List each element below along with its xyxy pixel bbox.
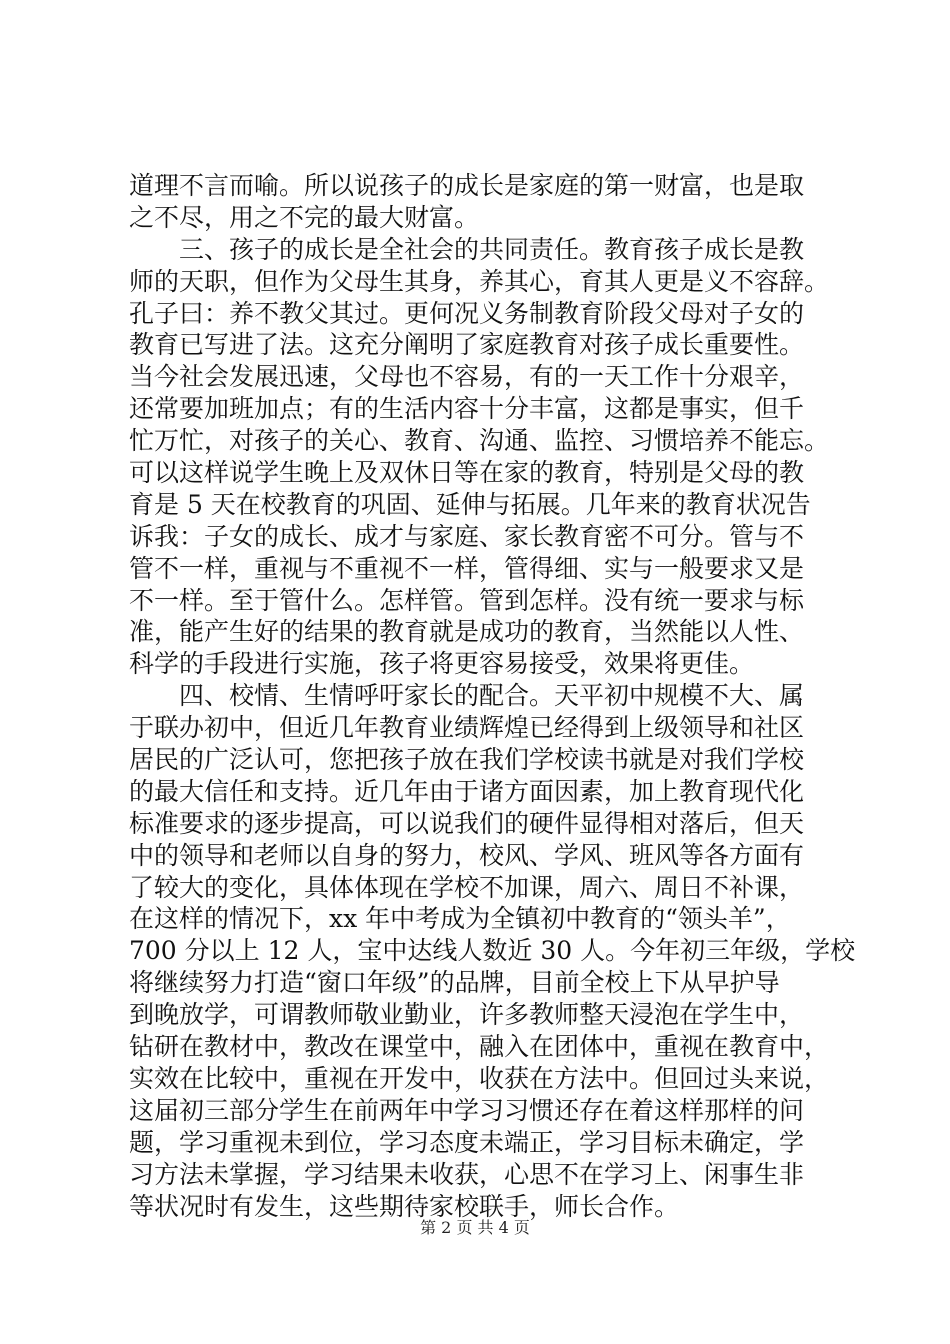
text-line: 题，学习重视未到位，学习态度未端正，学习目标未确定，学: [129, 1127, 805, 1157]
text-line: 管不一样，重视与不重视不一样，管得细、实与一般要求又是: [129, 553, 805, 583]
text-line: 师的天职，但作为父母生其身，养其心，育其人更是义不容辞。: [129, 266, 830, 296]
text-line: 居民的广泛认可，您把孩子放在我们学校读书就是对我们学校: [129, 745, 805, 775]
text-line: 习方法未掌握，学习结果未收获，心思不在学习上、闲事生非: [129, 1159, 805, 1189]
text-line: 准，能产生好的结果的教育就是成功的教育，当然能以人性、: [129, 617, 805, 647]
text-line: 孔子曰：养不教父其过。更何况义务制教育阶段父母对子女的: [129, 298, 805, 328]
text-line: 还常要加班加点；有的生活内容十分丰富，这都是事实，但千: [129, 394, 805, 424]
text-line: 道理不言而喻。所以说孩子的成长是家庭的第一财富，也是取: [129, 171, 805, 200]
text-line: 标准要求的逐步提高，可以说我们的硬件显得相对落后，但天: [129, 808, 805, 838]
text-line: 三、孩子的成长是全社会的共同责任。教育孩子成长是教: [129, 234, 805, 264]
text-line: 忙万忙，对孩子的关心、教育、沟通、监控、习惯培养不能忘。: [129, 426, 830, 456]
text-line: 钻研在教材中，教改在课堂中，融入在团体中，重视在教育中，: [129, 1032, 830, 1062]
text-line: 到晚放学，可谓教师敬业勤业，许多教师整天浸泡在学生中，: [129, 1000, 805, 1030]
text-line: 中的领导和老师以自身的努力，校风、学风、班风等各方面有: [129, 840, 805, 870]
text-line: 育是 5 天在校教育的巩固、延伸与拓展。几年来的教育状况告: [129, 489, 811, 519]
text-line: 了较大的变化，具体体现在学校不加课，周六、周日不补课，: [129, 872, 805, 902]
text-line: 诉我：子女的成长、成才与家庭、家长教育密不可分。管与不: [129, 521, 805, 551]
text-line: 将继续努力打造“窗口年级”的品牌，目前全校上下从早护导: [129, 968, 780, 998]
text-line: 在这样的情况下，xx 年中考成为全镇初中教育的“领头羊”，: [129, 904, 791, 934]
text-line: 之不尽，用之不完的最大财富。: [129, 202, 480, 232]
text-line: 实效在比较中，重视在开发中，收获在方法中。但回过头来说，: [129, 1063, 830, 1093]
text-line: 于联办初中，但近几年教育业绩辉煌已经得到上级领导和社区: [129, 713, 805, 743]
text-line: 700 分以上 12 人，宝中达线人数近 30 人。今年初三年级，学校: [129, 936, 856, 966]
text-line: 教育已写进了法。这充分阐明了家庭教育对孩子成长重要性。: [129, 330, 805, 360]
text-line: 等状况时有发生，这些期待家校联手，师长合作。: [129, 1191, 680, 1221]
text-line: 这届初三部分学生在前两年中学习习惯还存在着这样那样的问: [129, 1095, 805, 1125]
text-line: 当今社会发展迅速，父母也不容易，有的一天工作十分艰辛，: [129, 362, 805, 392]
page-number: 第 2 页 共 4 页: [420, 1218, 530, 1237]
document-body: [129, 170, 856, 1222]
text-line: 四、校情、生情呼吁家长的配合。天平初中规模不大、属: [129, 681, 805, 711]
text-line: 可以这样说学生晚上及双休日等在家的教育，特别是父母的教: [129, 458, 805, 488]
text-line: 的最大信任和支持。近几年由于诸方面因素，加上教育现代化: [129, 776, 805, 806]
page-footer: [0, 1218, 950, 1238]
text-line: 科学的手段进行实施，孩子将更容易接受，效果将更佳。: [129, 649, 755, 679]
text-line: 不一样。至于管什么。怎样管。管到怎样。没有统一要求与标: [129, 585, 805, 615]
